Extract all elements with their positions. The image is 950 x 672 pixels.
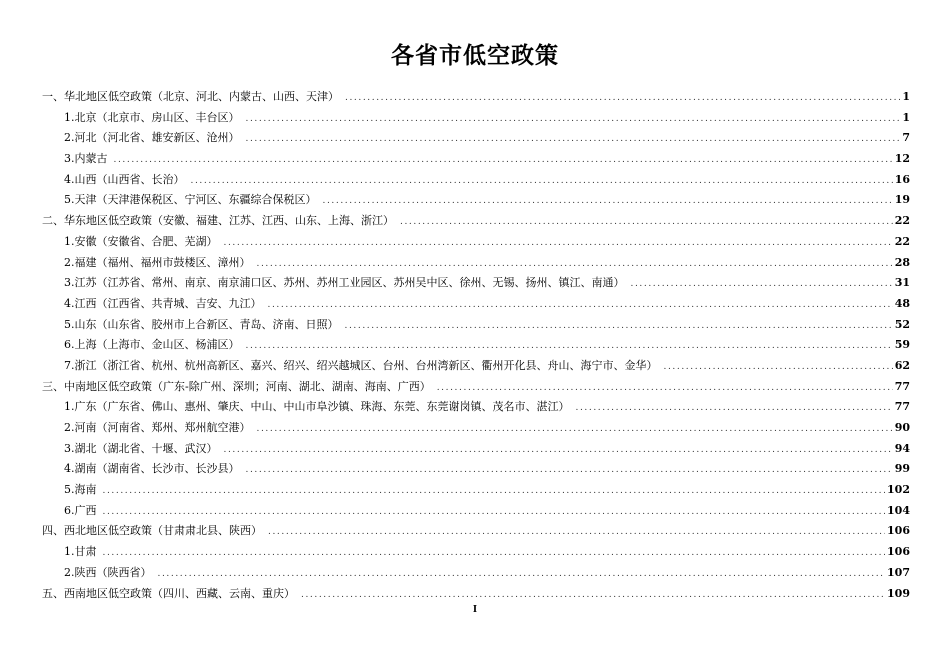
toc-page-number: 77	[894, 400, 910, 414]
toc-entry-label: 四、西北地区低空政策（甘肃肃北县、陕西）	[42, 524, 262, 538]
toc-subsection-entry[interactable]	[42, 543, 910, 564]
toc-section-entry[interactable]	[42, 378, 910, 399]
table-of-contents	[42, 88, 910, 605]
toc-entry-label: 5.海南	[64, 483, 97, 497]
toc-entry-label: 1.广东（广东省、佛山、惠州、肇庆、中山、中山市阜沙镇、珠海、东莞、东莞谢岗镇、茂名市、湛江）	[64, 400, 570, 414]
toc-dot-leader	[224, 238, 893, 248]
toc-dot-leader	[103, 486, 886, 496]
toc-subsection-entry[interactable]	[42, 254, 910, 275]
toc-subsection-entry[interactable]	[42, 398, 910, 419]
toc-subsection-entry[interactable]	[42, 460, 910, 481]
toc-page-number: 90	[894, 421, 910, 434]
toc-subsection-entry[interactable]	[42, 440, 910, 461]
toc-entry-label: 4.湖南（湖南省、长沙市、长沙县）	[64, 462, 240, 476]
toc-entry-label: 4.江西（江西省、共青城、吉安、九江）	[64, 296, 262, 310]
toc-page-number: 1	[902, 90, 910, 103]
toc-dot-leader	[114, 155, 893, 165]
toc-page-number: 109	[887, 586, 910, 600]
toc-subsection-entry[interactable]	[42, 336, 910, 357]
toc-subsection-entry[interactable]	[42, 191, 910, 212]
toc-entry-label: 5.天津（天津港保税区、宁河区、东疆综合保税区）	[64, 193, 317, 207]
toc-subsection-entry[interactable]	[42, 419, 910, 440]
toc-entry-label: 三、中南地区低空政策（广东-除广州、深圳；河南、湖北、湖南、海南、广西）	[42, 379, 431, 393]
toc-subsection-entry[interactable]	[42, 481, 910, 502]
toc-page-number: 107	[887, 565, 910, 579]
toc-subsection-entry[interactable]	[42, 150, 910, 171]
toc-page-number: 31	[894, 276, 910, 290]
toc-section-entry[interactable]	[42, 522, 910, 543]
toc-page-number: 22	[894, 214, 910, 228]
toc-entry-label: 6.上海（上海市、金山区、杨浦区）	[64, 338, 240, 352]
toc-page-number: 99	[894, 462, 910, 476]
toc-dot-leader	[224, 445, 893, 455]
toc-dot-leader	[191, 176, 893, 186]
toc-page-number: 77	[894, 379, 910, 393]
toc-page-number: 52	[894, 317, 910, 331]
toc-dot-leader	[664, 362, 893, 372]
toc-dot-leader	[246, 465, 893, 475]
toc-page-number: 59	[894, 338, 910, 352]
toc-entry-label: 2.河北（河北省、雄安新区、沧州）	[64, 131, 240, 145]
toc-dot-leader	[268, 527, 885, 537]
toc-subsection-entry[interactable]	[42, 357, 910, 378]
toc-section-entry[interactable]	[42, 88, 910, 109]
footer-page-number: I	[472, 605, 478, 615]
toc-dot-leader	[323, 196, 893, 206]
toc-subsection-entry[interactable]	[42, 129, 910, 150]
toc-subsection-entry[interactable]	[42, 295, 910, 316]
toc-section-entry[interactable]	[42, 585, 910, 606]
toc-page-number: 1	[902, 110, 910, 124]
toc-page-number: 106	[887, 545, 910, 559]
toc-entry-label: 7.浙江（浙江省、杭州、杭州高新区、嘉兴、绍兴、绍兴越城区、台州、台州湾新区、衢州开化县、舟山、海宁市、金华）	[64, 358, 658, 372]
toc-subsection-entry[interactable]	[42, 274, 910, 295]
toc-page-number: 16	[894, 172, 910, 186]
toc-page-number: 22	[894, 234, 910, 248]
toc-entry-label: 4.山西（山西省、长治）	[64, 172, 185, 186]
toc-entry-label: 一、华北地区低空政策（北京、河北、内蒙古、山西、天津）	[42, 90, 339, 103]
toc-page-number: 48	[894, 296, 910, 310]
toc-entry-label: 二、华东地区低空政策（安徽、福建、江苏、江西、山东、上海、浙江）	[42, 214, 394, 228]
toc-page-number: 19	[894, 193, 910, 207]
toc-entry-label: 2.河南（河南省、郑州、郑州航空港）	[64, 421, 251, 434]
toc-dot-leader	[158, 569, 886, 579]
toc-dot-leader	[400, 217, 893, 227]
toc-dot-leader	[345, 93, 900, 103]
toc-dot-leader	[246, 341, 893, 351]
toc-dot-leader	[437, 383, 893, 393]
toc-entry-label: 1.安徽（安徽省、合肥、芜湖）	[64, 234, 218, 248]
toc-dot-leader	[103, 548, 886, 558]
toc-dot-leader	[268, 300, 893, 310]
toc-entry-label: 3.江苏（江苏省、常州、南京、南京浦口区、苏州、苏州工业园区、苏州吴中区、徐州、无锡、扬州、镇江、南通）	[64, 276, 625, 290]
toc-subsection-entry[interactable]	[42, 233, 910, 254]
toc-entry-label: 6.广西	[64, 503, 97, 517]
toc-entry-label: 5.山东（山东省、胶州市上合新区、青岛、济南、日照）	[64, 317, 339, 331]
toc-page-number: 28	[894, 255, 910, 269]
toc-dot-leader	[257, 424, 893, 434]
toc-page-number: 7	[902, 131, 910, 145]
toc-page-number: 62	[894, 358, 910, 372]
toc-entry-label: 2.福建（福州、福州市鼓楼区、漳州）	[64, 255, 251, 269]
toc-entry-label: 1.甘肃	[64, 545, 97, 559]
toc-page-number: 12	[894, 152, 910, 166]
toc-dot-leader	[576, 403, 893, 413]
toc-dot-leader	[301, 590, 885, 600]
toc-dot-leader	[246, 114, 901, 124]
toc-dot-leader	[631, 279, 893, 289]
toc-page-number: 102	[887, 483, 910, 497]
toc-page-number: 106	[887, 524, 910, 538]
document-title: 各省市低空政策	[391, 42, 559, 69]
toc-entry-label: 五、西南地区低空政策（四川、西藏、云南、重庆）	[42, 586, 295, 600]
toc-subsection-entry[interactable]	[42, 564, 910, 585]
toc-dot-leader	[103, 507, 886, 517]
toc-subsection-entry[interactable]	[42, 109, 910, 130]
toc-page-number: 104	[887, 503, 910, 517]
toc-section-entry[interactable]	[42, 212, 910, 233]
toc-entry-label: 3.湖北（湖北省、十堰、武汉）	[64, 441, 218, 455]
toc-subsection-entry[interactable]	[42, 502, 910, 523]
toc-subsection-entry[interactable]	[42, 316, 910, 337]
toc-dot-leader	[257, 259, 893, 269]
toc-page-number: 94	[894, 441, 910, 455]
toc-dot-leader	[345, 321, 893, 331]
toc-entry-label: 2.陕西（陕西省）	[64, 565, 152, 579]
toc-subsection-entry[interactable]	[42, 171, 910, 192]
toc-entry-label: 1.北京（北京市、房山区、丰台区）	[64, 110, 240, 124]
toc-dot-leader	[246, 134, 901, 144]
toc-entry-label: 3.内蒙古	[64, 152, 108, 166]
